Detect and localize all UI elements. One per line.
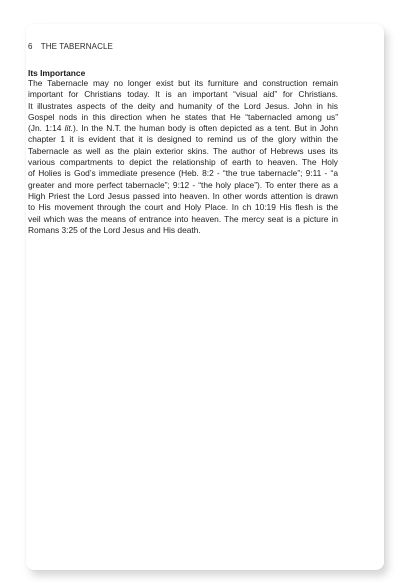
body-line: chapter 1 it is evident that it is designed to remind us of the glory within the	[28, 134, 338, 145]
body-line: High Priest the Lord Jesus passed into heaven. In other words attention is drawn	[28, 190, 338, 201]
body-line: Gospel nods in this direction when he states that He “tabernacled among us”	[28, 111, 338, 122]
running-head-title: THE TABERNACLE	[40, 42, 113, 51]
body-line: greater and more perfect tabernacle”; 9:12 - “the holy place”). To enter there as a	[28, 179, 338, 190]
body-line: The Tabernacle may no longer exist but its furniture and construction remain	[28, 78, 338, 88]
body-line: of Holies is God’s immediate presence (Heb. 8:2 - “the true tabernacle”; 9:11 - “a	[28, 168, 338, 179]
italic-abbreviation: lit.	[64, 123, 73, 134]
body-line: (Jn. 1:14 lit.). In the N.T. the human body is often depicted as a tent. But in John	[28, 123, 338, 134]
body-line: important for Christians today. It is an important “visual aid” for Christians.	[28, 89, 338, 100]
body-line: veil which was the means of entrance into heaven. The mercy seat is a picture in	[28, 213, 338, 224]
section-heading: Its Importance	[28, 68, 86, 78]
body-line: various compartments to depict the relationship of earth to heaven. The Holy	[28, 157, 338, 168]
page-number: 6	[28, 42, 33, 51]
body-line: Romans 3:25 of the Lord Jesus and His death.	[28, 224, 201, 235]
body-line: It illustrates aspects of the deity and humanity of the Lord Jesus. John in his	[28, 100, 338, 111]
body-line: to His movement through the court and Holy Place. In ch 10:19 His flesh is the	[28, 202, 338, 213]
body-paragraph	[28, 78, 338, 236]
body-line: Tabernacle as well as the plain exterior skins. The author of Hebrews uses its	[28, 145, 338, 156]
running-head	[28, 42, 113, 51]
